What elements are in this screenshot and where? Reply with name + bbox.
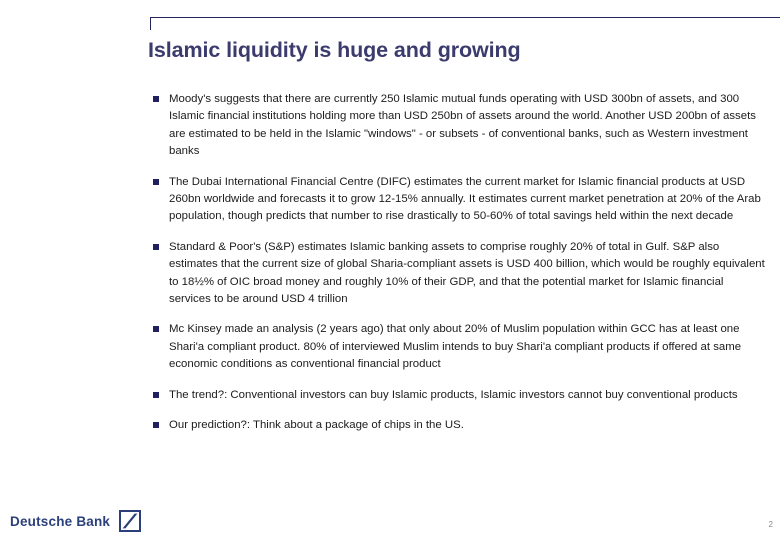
list-item-text: The Dubai International Financial Centre (DIFC) estimates the current market for Islamic financial products at USD 260bn worldwide and forecasts it to grow 12-15% annually. It estimates current market penetration at 20% of the Arab population, though predicts that number to rise drastically to 50-60% of total savings held within the next decade bbox=[169, 175, 761, 223]
page-number: 2 bbox=[768, 520, 773, 529]
logo-slash-icon bbox=[121, 512, 139, 530]
deutsche-bank-slash-logo-icon bbox=[119, 510, 141, 532]
list-item bbox=[152, 174, 766, 226]
list-item bbox=[152, 387, 766, 404]
list-item-text: The trend?: Conventional investors can buy Islamic products, Islamic investors cannot buy conventional products bbox=[169, 388, 738, 401]
brand-wordmark: Deutsche Bank bbox=[10, 513, 111, 529]
header-rule-tick bbox=[150, 17, 151, 30]
list-item-text: Mc Kinsey made an analysis (2 years ago) that only about 20% of Muslim population within GCC has at least one Shari'a compliant product. 80% of interviewed Muslim intends to buy Shari'a compliant products if offered at same economic conditions as conventional financial product bbox=[169, 323, 742, 371]
list-item-text: Standard & Poor's (S&P) estimates Islamic banking assets to comprise roughly 20% of total in Gulf. S&P also estimates that the current size of global Sharia-compliant assets is USD 400 billion, which would be roughly equivalent to 18½% of OIC broad money and roughly 10% of their GDP, and that the potential market for Islamic financial services to be around USD 4 trillion bbox=[169, 240, 765, 306]
square-bullet-icon bbox=[153, 96, 159, 102]
list-item bbox=[152, 91, 766, 161]
list-item bbox=[152, 417, 766, 434]
square-bullet-icon bbox=[153, 179, 159, 185]
square-bullet-icon bbox=[153, 244, 159, 250]
square-bullet-icon bbox=[153, 422, 159, 428]
brand-logo bbox=[10, 510, 141, 532]
square-bullet-icon bbox=[153, 392, 159, 398]
page-title: Islamic liquidity is huge and growing bbox=[148, 38, 521, 62]
list-item bbox=[152, 239, 766, 309]
list-item bbox=[152, 321, 766, 373]
header-rule bbox=[150, 17, 780, 18]
list-item-text: Our prediction?: Think about a package of chips in the US. bbox=[169, 419, 464, 432]
bullet-list bbox=[152, 91, 766, 435]
list-item-text: Moody's suggests that there are currently 250 Islamic mutual funds operating with USD 300bn of assets, and 300 Islamic financial institutions holding more than USD 250bn of assets around the world. Another USD 200bn of assets are estimated to be held in the Islamic "windows" - or subsets - of conventional banks, such as Western investment banks bbox=[169, 93, 756, 158]
square-bullet-icon bbox=[153, 326, 159, 332]
